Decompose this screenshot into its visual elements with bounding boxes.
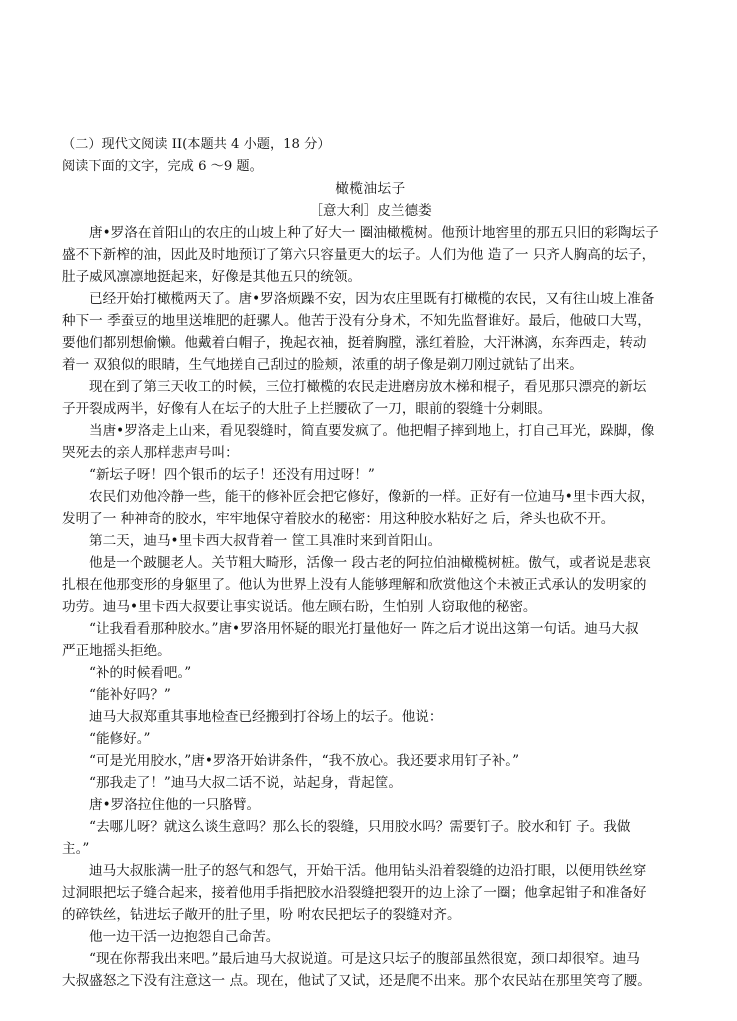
text-line: “让我看看那种胶水。”唐•罗洛用怀疑的眼光打量他好一 阵之后才说出这第一句话。迪马大叔: [89, 621, 639, 637]
article-title: 橄榄油坛子: [335, 181, 406, 197]
text-line: 唐•罗洛拉住他的一只胳臂。: [89, 797, 261, 813]
text-line: 着一 双狼似的眼睛，生气地搓自己刮过的脸颊，浓重的胡子像是剃刀刚过就钻了出来。: [62, 357, 583, 373]
text-line: 迪马大叔胀满一肚子的怒气和怨气，开始干活。他用钻头沿着裂缝的边沿打眼，以便用铁丝穿: [89, 863, 647, 879]
text-line: 大叔盛怒之下没有注意这一 点。现在，他试了又试，还是爬不出来。那个农民站在那里笑弯了腰。: [62, 973, 651, 989]
text-line: 唐•罗洛在首阳山的农庄的山坡上种了好大一 圈油橄榄树。他预计地窖里的那五只旧的彩陶坛子: [89, 225, 659, 241]
text-line: “可是光用胶水，”唐•罗洛开始讲条件，“我不放心。我还要求用钉子补。”: [89, 753, 520, 769]
text-line: 主。”: [62, 841, 90, 857]
text-line: 已经开始打橄榄两天了。唐•罗洛烦躁不安，因为农庄里既有打橄榄的农民，又有往山坡上准备: [89, 291, 655, 307]
text-line: 扎根在他那变形的身躯里了。他认为世界上没有人能够理解和欣赏他这个未被正式承认的发明家的: [62, 577, 647, 593]
text-line: 迪马大叔郑重其事地检查已经搬到打谷场上的坛子。他说：: [89, 709, 443, 725]
text-line: 的碎铁丝，钻进坛子敞开的肚子里，吩 咐农民把坛子的裂缝对齐。: [62, 907, 461, 923]
text-line: 当唐•罗洛走上山来，看见裂缝时，简直要发疯了。他把帽子摔到地上，打自己耳光，跺脚，像: [89, 423, 655, 439]
text-line: 第二天，迪马•里卡西大叔背着一 筐工具准时来到首阳山。: [89, 533, 442, 549]
text-line: 功劳。迪马•里卡西大叔要让事实说话。他左顾右盼，生怕别 人窃取他的秘密。: [62, 599, 537, 615]
text-line: 他是一个跛腿老人。关节粗大畸形，活像一 段古老的阿拉伯油橄榄树桩。傲气，或者说是悲哀: [89, 555, 651, 571]
text-line: 哭死去的亲人那样悲声号叫：: [62, 445, 239, 461]
text-line: “补的时候看吧。”: [89, 665, 192, 681]
text-line: 要他们都别想偷懒。他戴着白帽子，挽起衣袖，挺着胸膛，涨红着脸，大汗淋漓，东奔西走，转动: [62, 335, 647, 351]
text-line: 他一边干活一边抱怨自己命苦。: [89, 929, 280, 945]
text-line: 种下一 季蚕豆的地里送堆肥的赶骡人。他苦于没有分身术，不知先监督谁好。最后，他破口大骂，: [62, 313, 651, 329]
text-line: “能补好吗？”: [89, 687, 171, 703]
text-line: 农民们劝他冷静一些，能干的修补匠会把它修好，像新的一样。正好有一位迪马•里卡西大叔，: [89, 489, 655, 505]
text-line: 发明了一 种神奇的胶水，牢牢地保守着胶水的秘密：用这种胶水粘好之 后，斧头也砍不开。: [62, 511, 615, 527]
text-line: 子开裂成两半，好像有人在坛子的大肚子上拦腰砍了一刀，眼前的裂缝十分刺眼。: [62, 401, 552, 417]
article-body: [62, 222, 679, 992]
text-line: 过洞眼把坛子缝合起来，接着他用手指把胶水沿裂缝把裂开的边上涂了一圈；他拿起钳子和准备好: [62, 885, 647, 901]
text-line: 严正地摇头拒绝。: [62, 643, 171, 659]
text-line: “现在你帮我出来吧。”最后迪马大叔说道。可是这只坛子的腹部虽然很宽，颈口却很窄。迪马: [89, 951, 640, 967]
text-line: “去哪儿呀？就这么谈生意吗？那么长的裂缝，只用胶水吗？需要钉子。胶水和钉 子。我做: [89, 819, 631, 835]
article-author: ［意大利］皮兰德娄: [309, 203, 432, 219]
text-line: 现在到了第三天收工的时候，三位打橄榄的农民走进磨房放木梯和棍子，看见那只漂亮的新坛: [89, 379, 647, 395]
section-header: （二）现代文阅读 II(本题共 4 小题，18 分）: [62, 137, 331, 152]
reading-instruction: 阅读下面的文字，完成 6 ～9 题。: [62, 159, 263, 174]
text-line: “那我走了！”迪马大叔二话不说，站起身，背起筐。: [89, 775, 402, 791]
text-line: 肚子威风凛凛地挺起来，好像是其他五只的统领。: [62, 269, 362, 285]
text-line: “新坛子呀！四个银币的坛子！还没有用过呀！”: [89, 467, 375, 483]
text-line: “能修好。”: [89, 731, 151, 747]
text-line: 盛不下新榨的油，因此及时地预订了第六只容量更大的坛子。人们为他 造了一 只齐人胸高的坛子，: [62, 247, 656, 263]
